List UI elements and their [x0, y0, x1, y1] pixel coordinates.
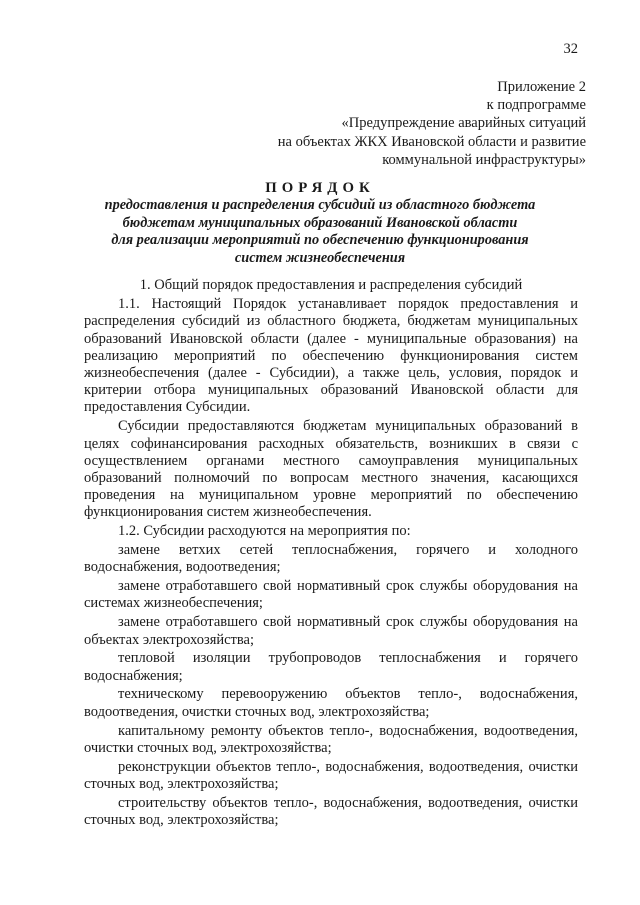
list-item: замене отработавшего свой нормативный срок службы оборудования на системах жизнеобеспечения;: [84, 578, 578, 612]
section-heading: 1. Общий порядок предоставления и распределения субсидий: [139, 277, 523, 293]
list-item: капитальному ремонту объектов тепло-, водоснабжения, водоотведения, очистки сточных вод, электрохозяйства;: [84, 722, 578, 756]
list-item: тепловой изоляции трубопроводов теплоснабжения и горячего водоснабжения;: [84, 650, 578, 684]
subtitle-line: предоставления и распределения субсидий из областного бюджета: [104, 197, 536, 213]
appendix-line: к подпрограмме: [486, 97, 586, 114]
appendix-line: Приложение 2: [497, 79, 586, 95]
list-item: реконструкции объектов тепло-, водоснабжения, водоотведения, очистки сточных вод, электрохозяйства;: [84, 758, 578, 792]
appendix-line: коммунальной инфраструктуры»: [382, 151, 586, 168]
subtitle-line: для реализации мероприятий по обеспечению функционирования: [111, 232, 529, 248]
subtitle-line: бюджетам муниципальных образований Ивановской области: [122, 214, 518, 231]
list-item: замене ветхих сетей теплоснабжения, горячего и холодного водоснабжения, водоотведения;: [84, 542, 578, 576]
document-body: [84, 277, 578, 831]
list-item: техническому перевооружению объектов тепло-, водоснабжения, водоотведения, очистки сточных вод, электрохозяйства;: [84, 686, 578, 720]
subtitle-line: систем жизнеобеспечения: [234, 249, 406, 266]
list-item: строительству объектов тепло-, водоснабжения, водоотведения, очистки сточных вод, электрохозяйства;: [84, 794, 578, 828]
document-subtitle: [80, 197, 560, 267]
appendix-line: на объектах ЖКХ Ивановской области и развитие: [277, 133, 586, 150]
appendix-line: «Предупреждение аварийных ситуаций: [341, 115, 586, 132]
page-number: 32: [563, 41, 578, 57]
paragraph-subsidies: Субсидии предоставляются бюджетам муниципальных образований в целях софинансирования расходных обязательств, возникших в связи с осуществлением органами местного самоуправления муниципальных образований полномочий по вопросам местного значения, касающихся проведения на муниципальном уровне мероприятий по обеспечению функционирования систем жизнеобеспечения.: [84, 418, 578, 521]
appendix-reference: [278, 78, 586, 169]
list-item: замене отработавшего свой нормативный срок службы оборудования на объектах электрохозяйства;: [84, 614, 578, 648]
paragraph-1-1: 1.1. Настоящий Порядок устанавливает порядок предоставления и распределения субсидий из областного бюджета, бюджетам муниципальных образований Ивановской области (далее - муниципальные образования) на реализацию мероприятий по обеспечению функционирования систем жизнеобеспечения (далее - Субсидии), а также цель, условия, порядок и критерии отбора муниципальных образований Ивановской области для предоставления Субсидии.: [84, 296, 578, 416]
paragraph-1-2: 1.2. Субсидии расходуются на мероприятия по:: [118, 523, 411, 540]
document-title: ПОРЯДОК: [265, 180, 375, 196]
